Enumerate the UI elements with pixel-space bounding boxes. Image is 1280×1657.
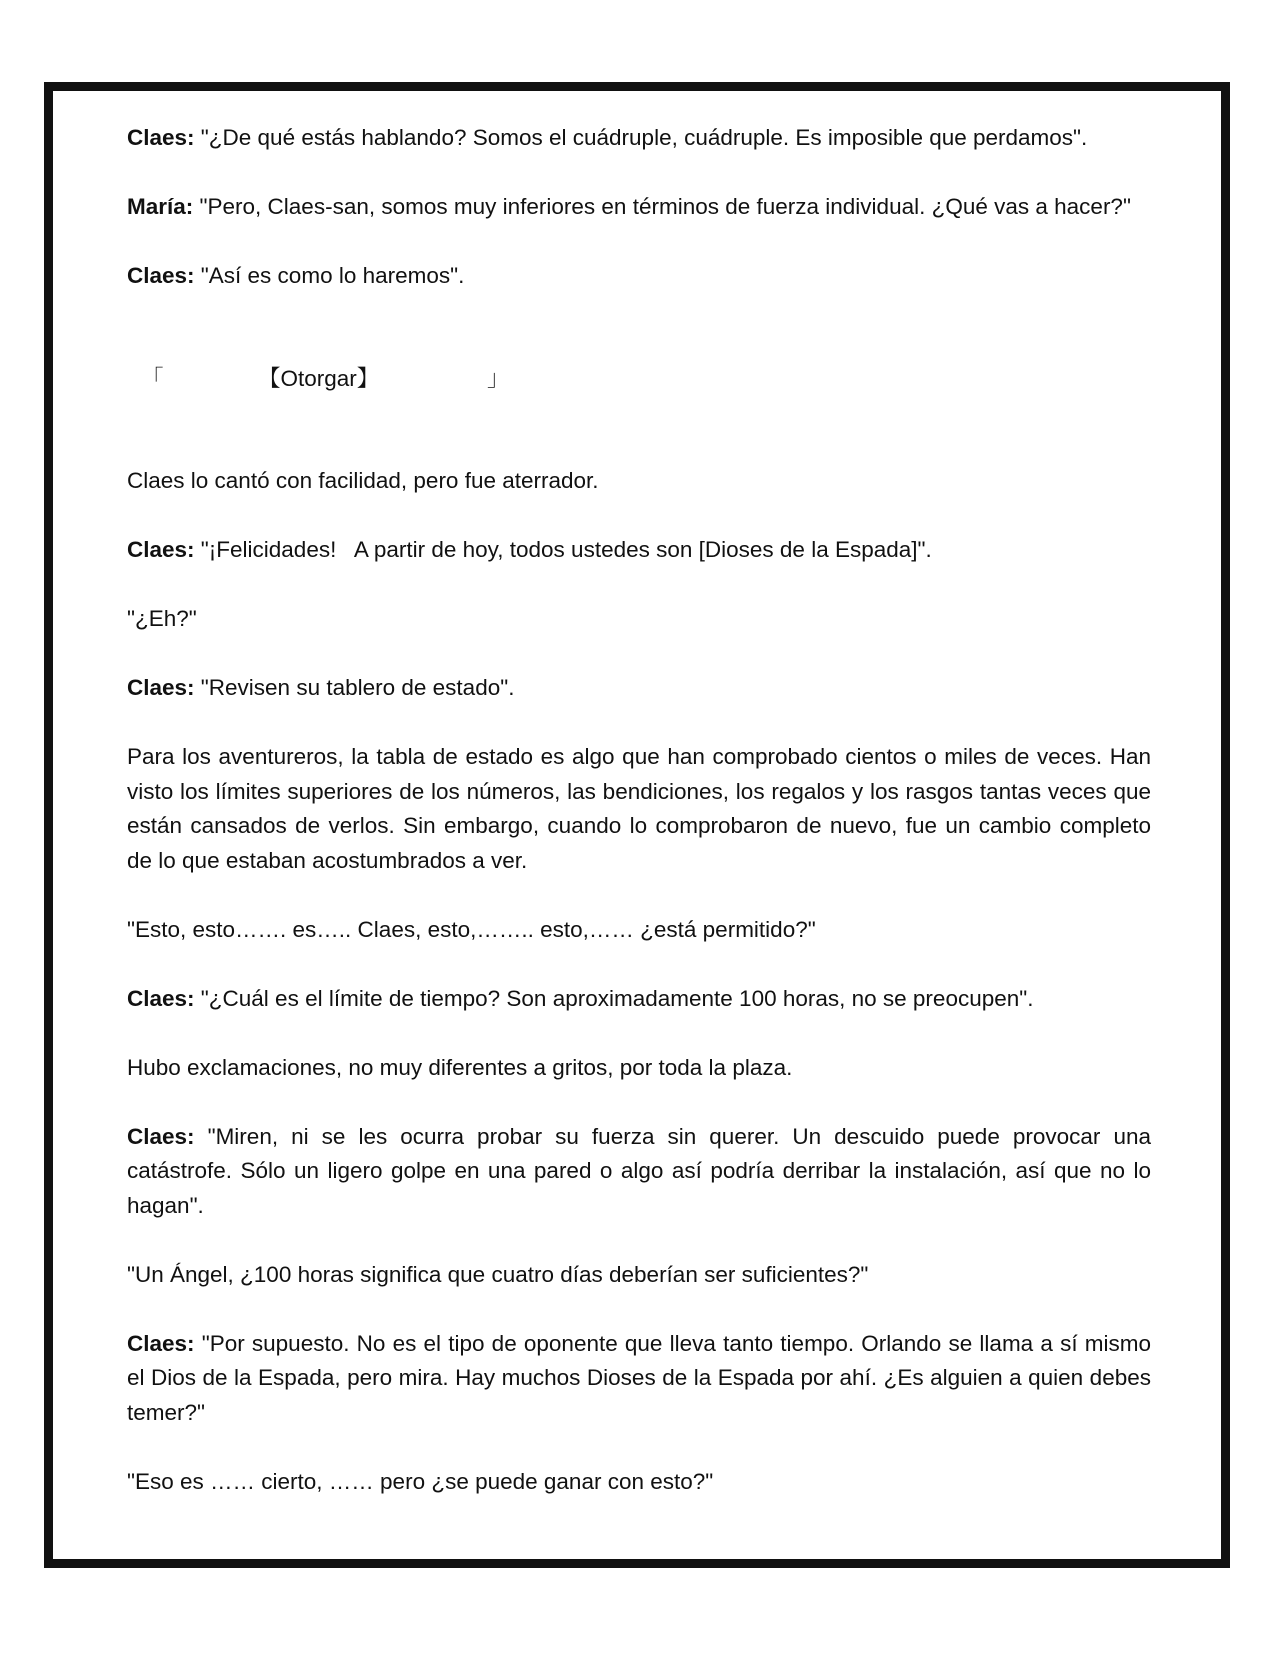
speaker-name: Claes:	[127, 985, 195, 1011]
dialogue-line	[127, 533, 1151, 568]
narration	[127, 1051, 1151, 1086]
narration	[127, 740, 1151, 878]
dialogue-line	[127, 602, 1151, 637]
speaker-name: Claes:	[127, 1330, 195, 1356]
dialogue-line	[127, 1120, 1151, 1224]
speaker-name: Claes:	[127, 125, 195, 150]
document-body	[127, 121, 1151, 1499]
dialogue-line	[127, 259, 1151, 294]
dialogue-text: "Eso es …… cierto, …… pero ¿se puede ganar con esto?"	[127, 1468, 714, 1494]
dialogue-text: "¿De qué estás hablando? Somos el cuádruple, cuádruple. Es imposible que perdamos".	[194, 125, 1088, 150]
dialogue-text: "Esto, esto……. es….. Claes, esto,…….. esto,…… ¿está permitido?"	[127, 916, 816, 942]
dialogue-line	[127, 190, 1151, 225]
spell-name: 【Otorgar】	[258, 365, 380, 391]
spell-incantation	[127, 362, 1151, 397]
narration	[127, 464, 1151, 499]
dialogue-line	[127, 982, 1151, 1017]
dialogue-line	[127, 1465, 1151, 1500]
narration-text: Claes lo cantó con facilidad, pero fue aterrador.	[127, 468, 599, 493]
dialogue-text: "Un Ángel, ¿100 horas significa que cuatro días deberían ser suficientes?"	[127, 1261, 869, 1287]
dialogue-text: "Por supuesto. No es el tipo de oponente que lleva tanto tiempo. Orlando se llama a sí mismo el Dios de la Espada, pero mira. Hay muchos Dioses de la Espada por ahí. ¿Es alguien a quien debes temer?"	[127, 1330, 1151, 1425]
dialogue-text: "Pero, Claes-san, somos muy inferiores en términos de fuerza individual. ¿Qué vas a hacer?"	[193, 194, 1131, 219]
spell-open-bracket: 「	[141, 365, 164, 391]
spell-close-bracket: 」	[487, 365, 510, 391]
dialogue-text: "Miren, ni se les ocurra probar su fuerza sin querer. Un descuido puede provocar una catástrofe. Sólo un ligero golpe en una pared o algo así podría derribar la instalación, así que no lo hagan".	[127, 1123, 1151, 1218]
speaker-name: Claes:	[127, 1123, 195, 1149]
dialogue-line	[127, 121, 1151, 156]
speaker-name: Claes:	[127, 537, 195, 562]
speaker-name: Claes:	[127, 675, 195, 700]
dialogue-text: "Así es como lo haremos".	[194, 263, 465, 288]
narration-text: Hubo exclamaciones, no muy diferentes a gritos, por toda la plaza.	[127, 1054, 793, 1080]
dialogue-line	[127, 1327, 1151, 1431]
speaker-name: María:	[127, 194, 194, 219]
narration-text: Para los aventureros, la tabla de estado es algo que han comprobado cientos o miles de veces. Han visto los límites superiores de los números, las bendiciones, los regalos y los rasgos tantas veces que están cansados de verlos. Sin embargo, cuando lo comprobaron de nuevo, fue un cambio completo de lo que estaban acostumbrados a ver.	[127, 744, 1151, 873]
dialogue-text: "¡Felicidades! A partir de hoy, todos ustedes son [Dioses de la Espada]".	[194, 537, 932, 562]
dialogue-line	[127, 671, 1151, 706]
dialogue-line	[127, 1258, 1151, 1293]
dialogue-text: "Revisen su tablero de estado".	[194, 675, 515, 700]
speaker-name: Claes:	[127, 263, 195, 288]
dialogue-text: "¿Eh?"	[127, 606, 197, 631]
dialogue-line	[127, 913, 1151, 948]
dialogue-text: "¿Cuál es el límite de tiempo? Son aproximadamente 100 horas, no se preocupen".	[194, 985, 1034, 1011]
